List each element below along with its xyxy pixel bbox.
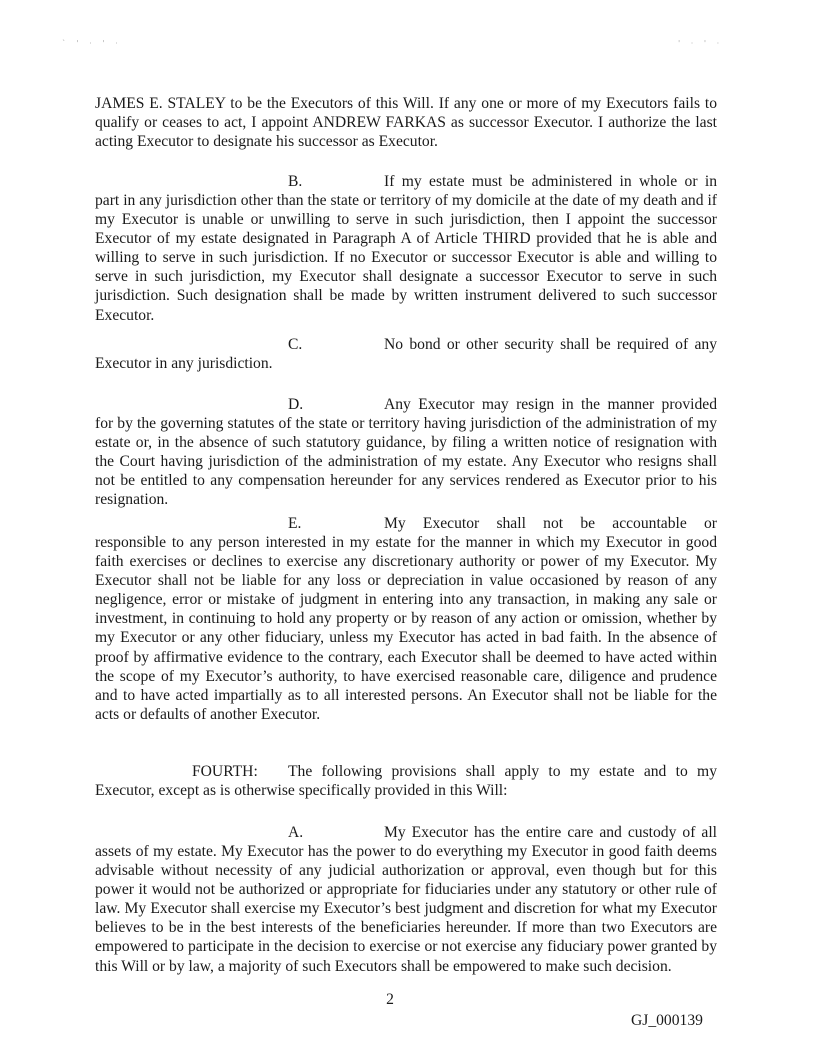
paragraph-intro: JAMES E. STALEY to be the Executors of this Will. If any one or more of my Executors fails to qualify or ceases to act, I appoint ANDREW FARKAS as successor Executor. I authorize the last acting Executor to designate his successor as Executor. — [95, 95, 717, 151]
paragraph-d-first-line — [95, 395, 717, 414]
page-number: 2 — [386, 991, 394, 1008]
paragraph-e: responsible to any person interested in my estate for the manner in which my Executor in good faith exercises or declines to exercise any discretionary authority or power of my Executor. My Executor shall not be liable for any loss or depreciation in value occasioned by reason of any negligence, error or mistake of judgment in entering into any transaction, in making any sale or investment, in continuing to hold any property or by reason of any action or omission, whether by my Executor or any other fiduciary, unless my Executor has acted in bad faith. In the absence of proof by affirmative evidence to the contrary, each Executor shall be deemed to have acted within the scope of my Executor’s authority, to have exercised reasonable care, diligence and prudence and to have acted impartially as to all interested persons. An Executor shall not be liable for the acts or defaults of another Executor. — [95, 534, 717, 723]
paragraph-c-first: No bond or other security shall be required of any — [384, 336, 717, 353]
paragraph-d-first: Any Executor may resign in the manner provided — [384, 396, 717, 413]
paragraph-b-first-line — [95, 172, 717, 191]
paragraph-fourth-first-line — [95, 762, 717, 781]
paragraph-e-first-line — [95, 514, 717, 533]
paragraph-a-label: A. — [288, 824, 304, 841]
paragraph-a-first-line — [95, 823, 717, 842]
paragraph-e-label: E. — [288, 515, 302, 532]
paragraph-e-first: My Executor shall not be accountable or — [384, 515, 717, 532]
paragraph-b-first: If my estate must be administered in whole or in — [384, 173, 717, 190]
paragraph-fourth: Executor, except as is otherwise specifically provided in this Will: — [95, 782, 508, 799]
paragraph-fourth-first: The following provisions shall apply to my estate and to my — [288, 763, 717, 780]
paragraph-c-label: C. — [288, 336, 303, 353]
paragraph-d-label: D. — [288, 396, 304, 413]
paragraph-c: Executor in any jurisdiction. — [95, 355, 273, 372]
paragraph-a-first: My Executor has the entire care and custody of all — [384, 824, 717, 841]
paragraph-c-first-line — [95, 335, 717, 354]
scan-noise-top-left: ` ' · ' · — [62, 39, 122, 48]
paragraph-d: for by the governing statutes of the state or territory having jurisdiction of the administration of my estate or, in the absence of such statutory guidance, by filing a written notice of resignation with the Court having jurisdiction of the administration of my estate. Any Executor who resigns shall not be entitled to any compensation hereunder for any services rendered as Executor prior to his resignation. — [95, 415, 717, 509]
scan-noise-top-right: ' · ' · — [678, 39, 724, 48]
paragraph-a: assets of my estate. My Executor has the power to do everything my Executor in good faith deems advisable without necessity of any judicial authorization or approval, even though but for this power it would not be authorized or appropriate for fiduciaries under any statutory or other rule of law. My Executor shall exercise my Executor’s best judgment and discretion for what my Executor believes to be in the best interests of the beneficiaries hereunder. If more than two Executors are empowered to participate in the decision to exercise or not exercise any fiduciary power granted by this Will or by law, a majority of such Executors shall be empowered to make such decision. — [95, 843, 717, 975]
paragraph-b-label: B. — [288, 173, 303, 190]
paragraph-fourth-label: FOURTH: — [192, 763, 258, 780]
bates-number: GJ_000139 — [631, 1012, 703, 1029]
paragraph-b: part in any jurisdiction other than the state or territory of my domicile at the date of my death and if my Executor is unable or unwilling to serve in such jurisdiction, then I appoint the successor Executor of my estate designated in Paragraph A of Article THIRD provided that he is able and willing to serve in such jurisdiction. If no Executor or successor Executor is able and willing to serve in such jurisdiction, my Executor shall designate a successor Executor to serve in such jurisdiction. Such designation shall be made by written instrument delivered to such successor Executor. — [95, 192, 717, 324]
